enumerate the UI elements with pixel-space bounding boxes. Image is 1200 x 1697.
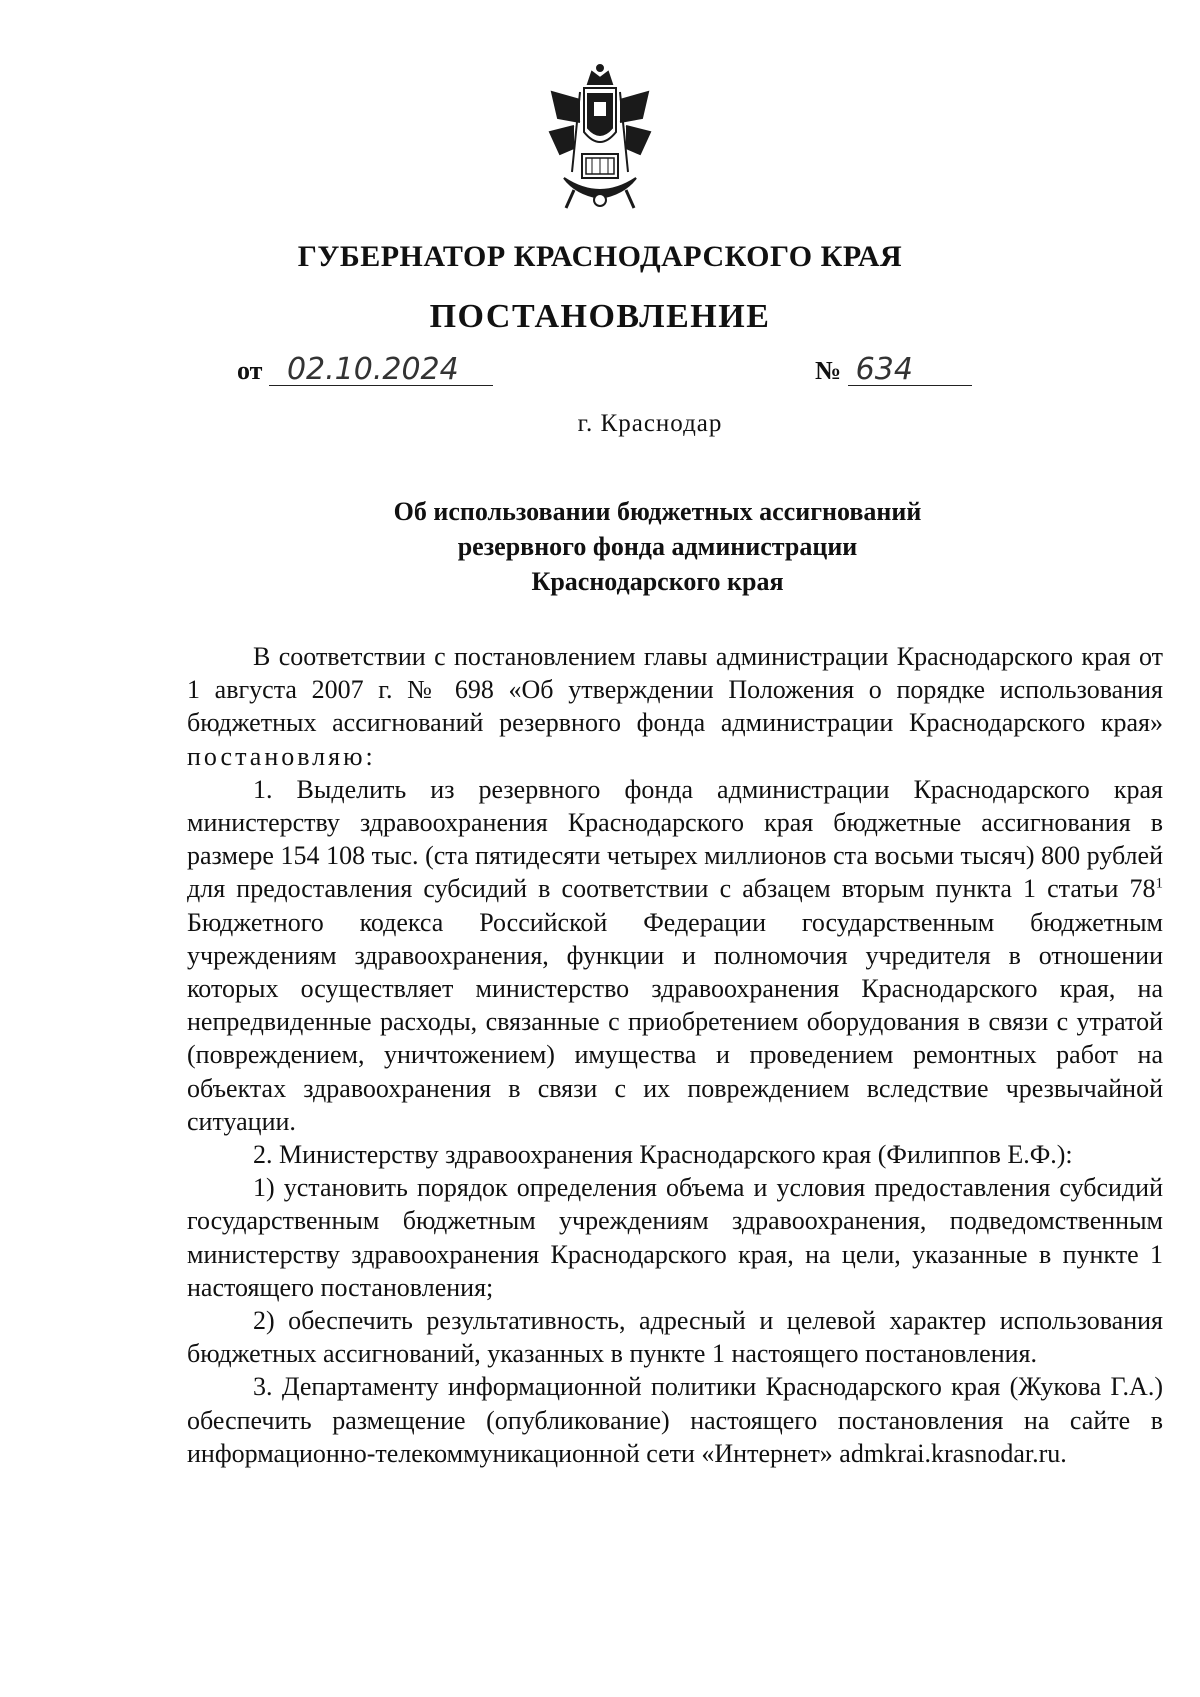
number-value: 634 [848,355,972,386]
paragraph-1 [187,773,1163,1138]
resolve-word: постановляю: [187,741,376,771]
preamble-text: В соответствии с постановлением главы администрации Краснодарского края от 1 августа 2007 г. № 698 «Об утверждении Положения о порядке использования бюджетных ассигнований резервного фонда администрации Краснодарского края» [187,642,1163,738]
date-value: 02.10.2024 [269,355,493,386]
document-body [187,640,1163,1470]
date-line [237,352,493,387]
number-line [815,352,972,387]
date-prefix: от [237,356,263,385]
paragraph-2: 2. Министерству здравоохранения Краснодарского края (Филиппов Е.Ф.): [253,1140,1073,1170]
subject-line-2: резервного фонда администрации [457,532,858,561]
subject-line-1: Об использовании бюджетных ассигнований [393,497,922,526]
preamble-paragraph [187,640,1163,773]
number-prefix: № [815,356,842,385]
document-subject [0,494,1200,599]
issuer-title: ГУБЕРНАТОР КРАСНОДАРСКОГО КРАЯ [297,240,903,273]
paragraph-1-text-a: 1. Выделить из резервного фонда администрации Краснодарского края министерству здравоохранения Краснодарского края бюджетные ассигнования в размере 154 108 тыс. (ста пятидесяти четырех миллионов ста восьми тысяч) 800 рублей для предоставления субсидий в соответствии с абзацем вторым пункта 1 статьи 78 [187,774,1163,904]
city: г. Краснодар [577,410,723,437]
paragraph-2-2: 2) обеспечить результативность, адресный и целевой характер использования бюджетных ассигнований, указанных в пункте 1 настоящего постановления. [187,1306,1163,1369]
coat-of-arms-icon [544,62,656,212]
article-superscript: 1 [1155,875,1163,892]
paragraph-2-1: 1) установить порядок определения объема и условия предоставления субсидий государственным бюджетным учреждениям здравоохранения, подведомственным министерству здравоохранения Краснодарского края, на цели, указанные в пункте 1 настоящего постановления; [187,1173,1163,1302]
document-type: ПОСТАНОВЛЕНИЕ [429,298,771,335]
paragraph-3: 3. Департаменту информационной политики Краснодарского края (Жукова Г.А.) обеспечить размещение (опубликование) настоящего постановления на сайте в информационно-телекоммуникационной сети «Интернет» admkrai.krasnodar.ru. [187,1372,1163,1468]
subject-line-3: Краснодарского края [531,567,784,596]
paragraph-1-text-b: Бюджетного кодекса Российской Федерации государственным бюджетным учреждениям здравоохранения, функции и полномочия учредителя в отношении которых осуществляет министерство здравоохранения Краснодарского края, на непредвиденные расходы, связанные с приобретением оборудования в связи с утратой (повреждением, уничтожением) имущества и проведением ремонтных работ на объектах здравоохранения в связи с их повреждением вследствие чрезвычайной ситуации. [187,907,1163,1136]
